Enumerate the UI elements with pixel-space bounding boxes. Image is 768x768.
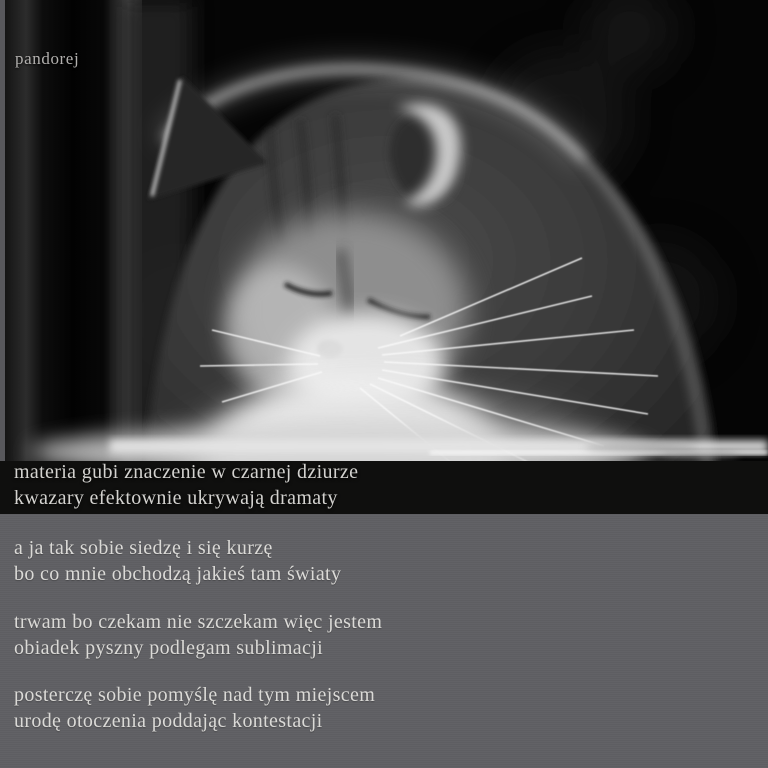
poem-stanza-2 <box>14 535 341 587</box>
poem-line: obiadek pyszny podlegam sublimacji <box>14 637 324 659</box>
poem-line: kwazary efektownie ukrywają dramaty <box>14 487 338 509</box>
poem-stanza-4 <box>14 682 375 734</box>
poem-line: materia gubi znaczenie w czarnej dziurze <box>14 461 359 483</box>
poem-stanza-3 <box>14 609 382 661</box>
window-frame <box>4 0 142 462</box>
poem-line: a ja tak sobie siedzę i się kurzę <box>14 537 273 559</box>
poem-line: trwam bo czekam nie szczekam więc jestem <box>14 611 383 633</box>
poem-line: bo co mnie obchodzą jakieś tam światy <box>14 563 342 585</box>
poem-line: urodę otoczenia poddając kontestacji <box>14 710 323 732</box>
username-watermark: pandorej <box>15 49 80 68</box>
poem-line: posterczę sobie pomyślę nad tym miejscem <box>14 684 376 706</box>
poem-stanza-1 <box>14 459 358 511</box>
